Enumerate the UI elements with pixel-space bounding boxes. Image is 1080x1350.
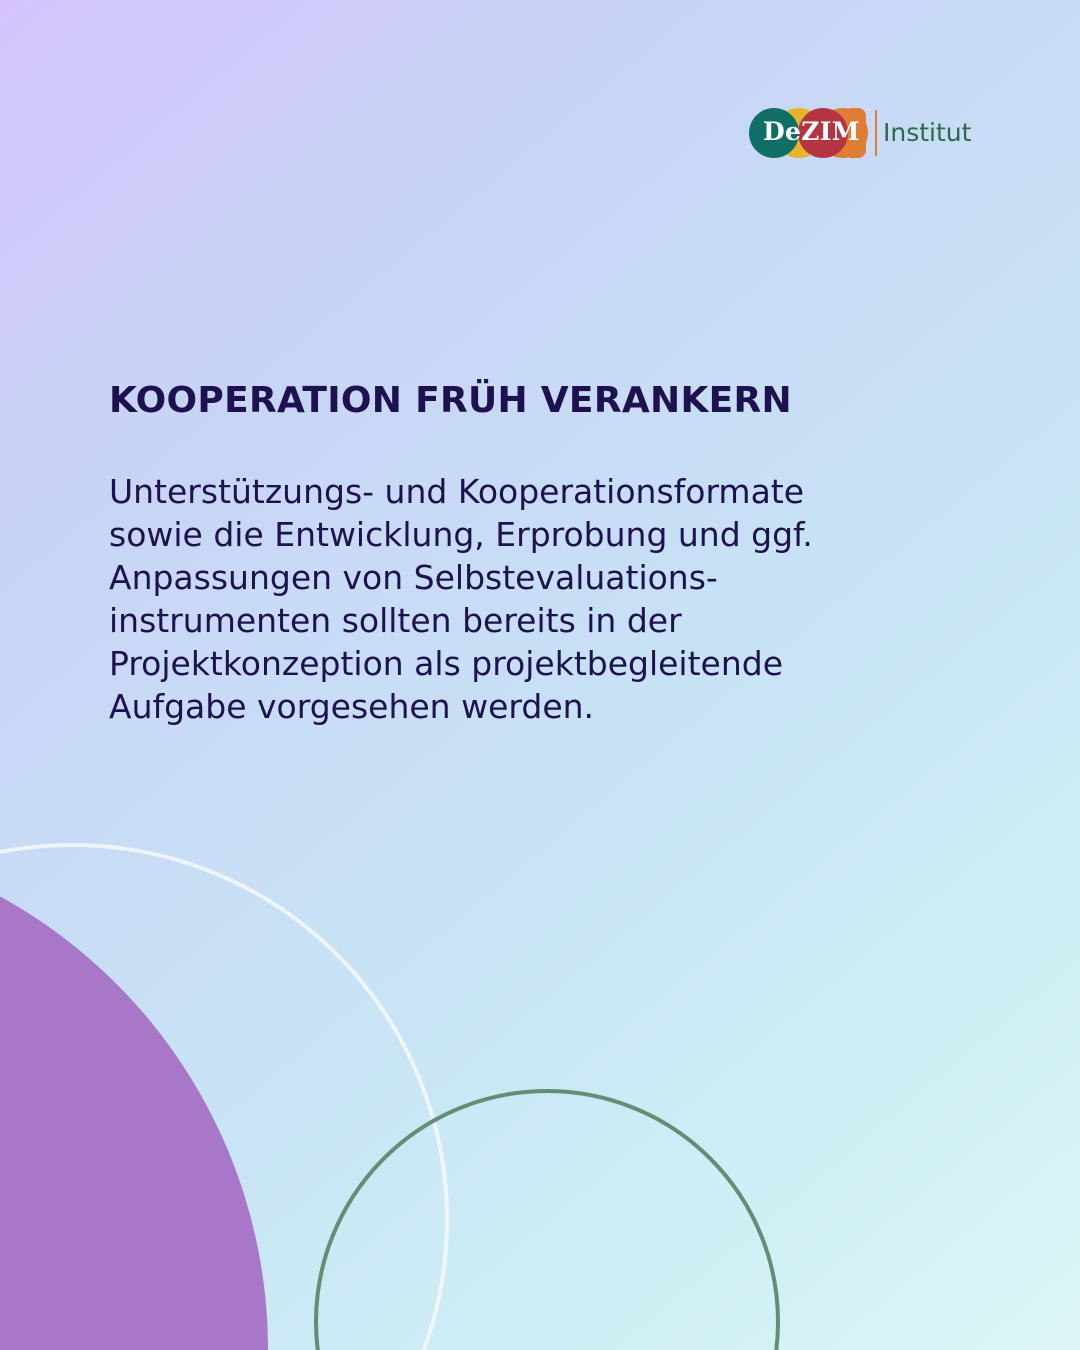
body-line: Projektkonzeption als projektbegleitende [109, 644, 784, 683]
body-line: Aufgabe vorgesehen werden. [109, 687, 595, 726]
body-line: instrumenten sollten bereits in der [109, 601, 682, 640]
dezim-logo [748, 106, 970, 160]
dezim-logo-mark [748, 106, 870, 160]
body-line: sowie die Entwicklung, Erprobung und ggf. [109, 515, 813, 554]
green-ring-decoration [316, 1091, 778, 1350]
body-line: Anpassungen von Selbstevaluations- [109, 558, 718, 597]
page-heading: KOOPERATION FRÜH VERANKERN [109, 380, 792, 421]
body-paragraph [109, 470, 929, 728]
logo-wordmark: DeZIM [763, 117, 860, 146]
logo-suffix: Institut [883, 118, 972, 147]
purple-circle-decoration [0, 832, 268, 1350]
body-line: Unterstützungs- und Kooperationsformate [109, 472, 805, 511]
logo-divider [875, 110, 877, 156]
